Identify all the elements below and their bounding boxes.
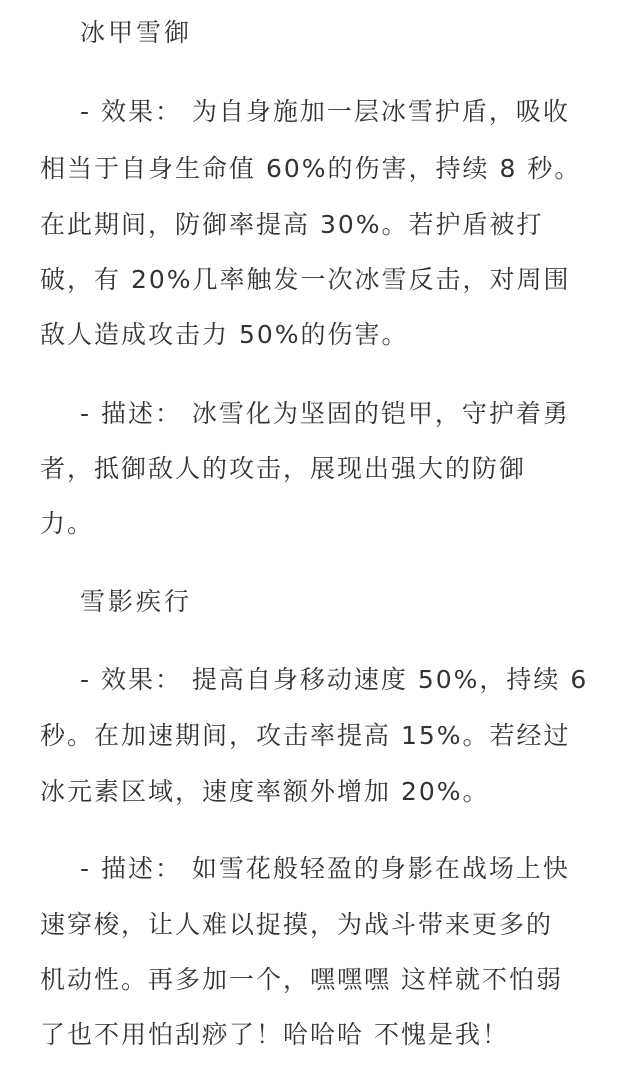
section2-effect-line: 冰元素区域，速度率额外增加 20%。 xyxy=(40,777,490,806)
section2-desc-line: 机动性。再多加一个，嘿嘿嘿 这样就不怕弱 xyxy=(40,965,563,994)
section2-desc-line: 了也不用怕刮痧了！哈哈哈 不愧是我！ xyxy=(40,1020,509,1049)
section1-desc-line: - 描述： 冰雪化为坚固的铠甲，守护着勇 xyxy=(80,399,570,428)
section1-effect-line: 在此期间，防御率提高 30%。若护盾被打 xyxy=(40,210,544,239)
section1-title: 冰甲雪御 xyxy=(80,18,193,47)
section1-effect-line: 敌人造成攻击力 50%的伤害。 xyxy=(40,320,409,349)
section1-effect-line: 相当于自身生命值 60%的伤害，持续 8 秒。 xyxy=(40,154,582,183)
section1-effect-line: 破，有 20%几率触发一次冰雪反击，对周围 xyxy=(40,265,571,294)
section1-desc-line: 者，抵御敌人的攻击，展现出强大的防御 xyxy=(40,454,527,483)
section2-effect-line: 秒。在加速期间，攻击率提高 15%。若经过 xyxy=(40,721,571,750)
section1-effect-line: - 效果： 为自身施加一层冰雪护盾，吸收 xyxy=(80,97,570,126)
section2-desc-line: - 描述： 如雪花般轻盈的身影在战场上快 xyxy=(80,854,570,883)
section2-title: 雪影疾行 xyxy=(80,587,193,616)
section2-desc-line: 速穿梭，让人难以捉摸，为战斗带来更多的 xyxy=(40,910,554,939)
section1-desc-line: 力。 xyxy=(40,509,95,538)
section2-effect-line: - 效果： 提高自身移动速度 50%，持续 6 xyxy=(80,665,589,694)
